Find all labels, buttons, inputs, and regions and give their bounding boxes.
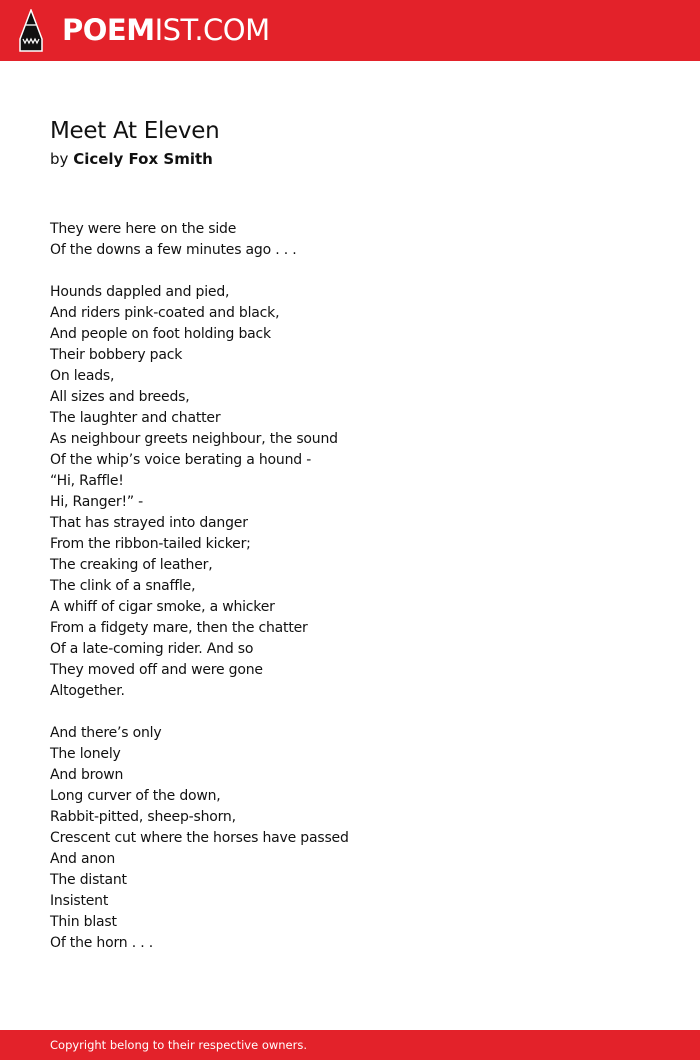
poem-line: Their bobbery pack: [50, 347, 183, 363]
byline: [50, 149, 213, 169]
poem-line: The creaking of leather,: [50, 557, 213, 573]
poem-line: Thin blast: [50, 914, 117, 930]
site-footer: [0, 1030, 700, 1060]
poem-line: And anon: [50, 851, 116, 867]
poem-line: Of the whip’s voice berating a hound -: [50, 452, 312, 468]
author-name: Cicely Fox Smith: [73, 150, 213, 168]
poem-line: And riders pink-coated and black,: [50, 305, 280, 321]
poem-line: The clink of a snaffle,: [50, 578, 196, 594]
brand-bold: POEM: [62, 13, 155, 47]
poem-line: Hi, Ranger!” -: [50, 494, 144, 510]
poem-body: [50, 219, 650, 975]
poem-line: Rabbit-pitted, sheep-shorn,: [50, 809, 236, 825]
poem-line: “Hi, Raffle!: [50, 473, 124, 489]
poem-line: They were here on the side: [50, 221, 237, 237]
poem-line: And brown: [50, 767, 124, 783]
poem-line: The laughter and chatter: [50, 410, 221, 426]
site-logo-text[interactable]: [62, 12, 270, 48]
poem-line: And there’s only: [50, 725, 162, 741]
pencil-tip-icon[interactable]: [17, 9, 45, 52]
poem-line: The distant: [50, 872, 127, 888]
poem-line: Hounds dappled and pied,: [50, 284, 230, 300]
brand-light: IST.COM: [154, 13, 270, 47]
poem-line: That has strayed into danger: [50, 515, 248, 531]
poem-line: And people on foot holding back: [50, 326, 271, 342]
byline-prefix: by: [50, 150, 69, 168]
poem-stanza: [50, 723, 650, 954]
site-header: [0, 0, 700, 61]
poem-line: From a fidgety mare, then the chatter: [50, 620, 308, 636]
poem-line: On leads,: [50, 368, 115, 384]
poem-title: Meet At Eleven: [50, 118, 220, 144]
copyright-notice: Copyright belong to their respective owners.: [50, 1038, 308, 1052]
poem-line: Crescent cut where the horses have passed: [50, 830, 349, 846]
poem-line: Altogether.: [50, 683, 125, 699]
poem-line: All sizes and breeds,: [50, 389, 190, 405]
poem-line: A whiff of cigar smoke, a whicker: [50, 599, 275, 615]
poem-line: From the ribbon-tailed kicker;: [50, 536, 251, 552]
poem-line: Of the downs a few minutes ago . . .: [50, 242, 297, 258]
poem-line: Of the horn . . .: [50, 935, 153, 951]
poem-line: The lonely: [50, 746, 121, 762]
poem-line: Of a late-coming rider. And so: [50, 641, 254, 657]
poem-line: Long curver of the down,: [50, 788, 221, 804]
poem-line: As neighbour greets neighbour, the sound: [50, 431, 338, 447]
poem-line: Insistent: [50, 893, 109, 909]
poem-stanza: [50, 282, 650, 702]
poem-stanza: [50, 219, 650, 261]
poem-line: They moved off and were gone: [50, 662, 263, 678]
